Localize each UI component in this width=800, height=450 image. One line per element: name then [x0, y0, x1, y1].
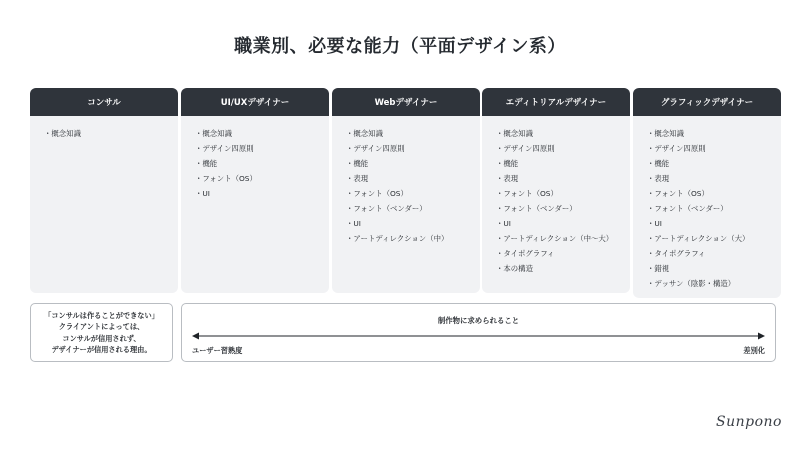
skill-item: ・フォント（ベンダー） — [647, 204, 728, 213]
skill-item: ・機能 — [346, 159, 369, 168]
skill-list — [181, 116, 329, 201]
column-header: エディトリアルデザイナー — [482, 88, 630, 116]
skill-item: ・概念知識 — [496, 129, 533, 138]
requirement-scale-box — [181, 303, 776, 362]
column-graphic-designer — [633, 88, 781, 298]
scale-right-label: 差別化 — [743, 346, 765, 355]
skill-item: ・フォント（OS） — [496, 189, 558, 198]
skill-item: ・アートディレクション（中） — [346, 234, 449, 243]
skill-item: ・フォント（ベンダー） — [496, 204, 577, 213]
skill-item: ・UI — [496, 219, 511, 228]
skill-item: ・フォント（OS） — [195, 174, 257, 183]
column-web-designer — [332, 88, 480, 293]
column-header: UI/UXデザイナー — [181, 88, 329, 116]
column-header: グラフィックデザイナー — [633, 88, 781, 116]
skill-item: ・デッサン（陰影・構造） — [647, 279, 736, 288]
skill-item: ・デザイン四原則 — [346, 144, 405, 153]
skill-item: ・UI — [647, 219, 662, 228]
column-header: コンサル — [30, 88, 178, 116]
skill-item: ・フォント（OS） — [346, 189, 408, 198]
skill-list — [482, 116, 630, 276]
skill-item: ・表現 — [346, 174, 369, 183]
column-consultant — [30, 88, 178, 293]
skill-list — [30, 116, 178, 141]
skill-item: ・概念知識 — [195, 129, 232, 138]
skill-item: ・機能 — [647, 159, 670, 168]
skill-item: ・概念知識 — [647, 129, 684, 138]
skill-item: ・デザイン四原則 — [496, 144, 555, 153]
note-line: デザイナーが信用される理由。 — [51, 345, 152, 354]
skill-item: ・タイポグラフィ — [496, 249, 555, 258]
brand-logo: Sunpono — [716, 414, 782, 430]
skill-item: ・概念知識 — [44, 129, 81, 138]
skill-item: ・概念知識 — [346, 129, 383, 138]
skill-item: ・機能 — [195, 159, 218, 168]
column-editorial-designer — [482, 88, 630, 293]
skill-item: ・タイポグラフィ — [647, 249, 706, 258]
skill-item: ・錯視 — [647, 264, 670, 273]
column-header: Webデザイナー — [332, 88, 480, 116]
skill-list — [332, 116, 480, 246]
page-title: 職業別、必要な能力（平面デザイン系） — [234, 36, 566, 57]
skill-item: ・アートディレクション（大） — [647, 234, 750, 243]
column-uiux-designer — [181, 88, 329, 293]
skill-item: ・デザイン四原則 — [647, 144, 706, 153]
note-line: コンサルが信用されず、 — [62, 333, 141, 343]
note-line: 「コンサルは作ることができない」 — [44, 310, 159, 320]
skill-item: ・UI — [346, 219, 361, 228]
note-line: クライアントによっては、 — [58, 322, 145, 331]
skill-item: ・アートディレクション（中〜大） — [496, 234, 614, 243]
scale-title: 制作物に求められること — [437, 316, 520, 325]
skill-list — [633, 116, 781, 291]
skill-item: ・本の構造 — [496, 264, 533, 273]
skill-item: ・フォント（OS） — [647, 189, 709, 198]
skill-item: ・フォント（ベンダー） — [346, 204, 427, 213]
skill-item: ・表現 — [647, 174, 670, 183]
skill-item: ・機能 — [496, 159, 519, 168]
skill-item: ・デザイン四原則 — [195, 144, 254, 153]
consultant-note-box — [30, 303, 173, 362]
skill-item: ・UI — [195, 189, 210, 198]
skill-item: ・表現 — [496, 174, 519, 183]
double-arrow-icon — [192, 331, 765, 341]
scale-left-label: ユーザー習熟度 — [192, 346, 243, 355]
